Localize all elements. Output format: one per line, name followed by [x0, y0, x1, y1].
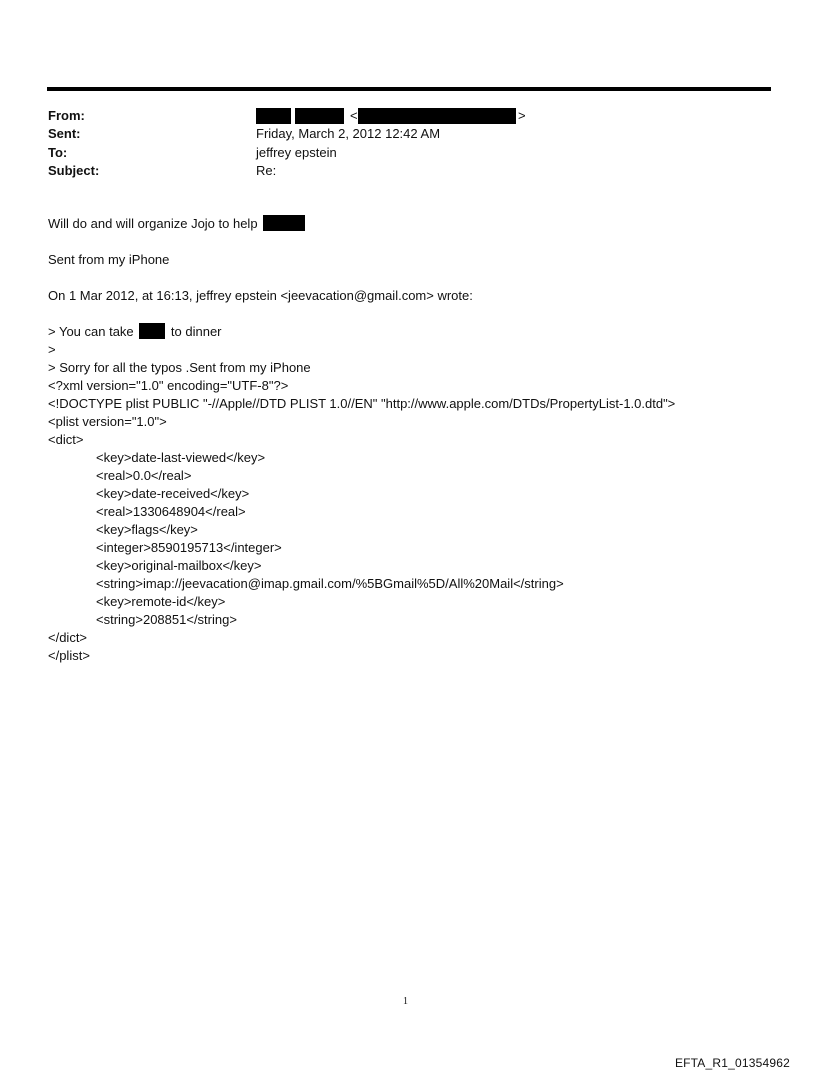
quoted-typos-line: > Sorry for all the typos .Sent from my iPhone	[48, 360, 311, 375]
plist-entry: <real>1330648904</real>	[96, 504, 246, 519]
redacted-sender-last-name	[295, 108, 344, 124]
plist-line: <!DOCTYPE plist PUBLIC "-//Apple//DTD PLIST 1.0//EN" "http://www.apple.com/DTDs/PropertyList-1.0.dtd">	[48, 396, 676, 411]
plist-entry: <key>date-received</key>	[96, 486, 250, 501]
from-close-bracket: >	[518, 108, 526, 123]
redacted-sender-first-name	[256, 108, 291, 124]
plist-line: <dict>	[48, 432, 84, 447]
quote-intro-line: On 1 Mar 2012, at 16:13, jeffrey epstein <jeevacation@gmail.com> wrote:	[48, 288, 473, 303]
header-rule	[47, 87, 771, 91]
page-number: 1	[403, 996, 408, 1007]
subject-label: Subject:	[48, 163, 100, 178]
plist-close-line: </plist>	[48, 648, 90, 663]
quoted-prefix: > You can take	[48, 324, 134, 339]
from-open-bracket: <	[350, 108, 358, 123]
plist-entry: <key>flags</key>	[96, 522, 198, 537]
redacted-sender-email	[358, 108, 516, 124]
plist-entry: <key>original-mailbox</key>	[96, 558, 262, 573]
subject-value: Re:	[256, 163, 277, 178]
plist-entry: <integer>8590195713</integer>	[96, 540, 282, 555]
signature-line: Sent from my iPhone	[48, 252, 170, 267]
reply-text: Will do and will organize Jojo to help	[48, 216, 258, 231]
plist-entry: <string>imap://jeevacation@imap.gmail.com/%5BGmail%5D/All%20Mail</string>	[96, 576, 564, 591]
subject-row	[48, 162, 548, 180]
to-row	[48, 144, 548, 162]
plist-entry: <real>0.0</real>	[96, 468, 192, 483]
quoted-blank-line: >	[48, 342, 56, 357]
sent-label: Sent:	[48, 126, 81, 141]
plist-close-line: </dict>	[48, 630, 88, 645]
sent-value: Friday, March 2, 2012 12:42 AM	[256, 126, 441, 141]
quoted-suffix: to dinner	[170, 324, 222, 339]
plist-entry: <key>date-last-viewed</key>	[96, 450, 266, 465]
plist-line: <plist version="1.0">	[48, 414, 167, 429]
redacted-name	[263, 215, 305, 231]
from-label: From:	[48, 108, 85, 123]
reply-line	[48, 215, 305, 233]
to-label: To:	[48, 145, 68, 160]
redacted-name	[139, 323, 165, 339]
plist-entry: <string>208851</string>	[96, 612, 237, 627]
from-row	[48, 107, 548, 125]
sent-row	[48, 125, 548, 143]
document-id: EFTA_R1_01354962	[674, 1056, 790, 1070]
plist-line: <?xml version="1.0" encoding="UTF-8"?>	[48, 378, 289, 393]
to-value: jeffrey epstein	[256, 145, 337, 160]
plist-entry: <key>remote-id</key>	[96, 594, 226, 609]
quoted-line-1	[48, 323, 222, 341]
